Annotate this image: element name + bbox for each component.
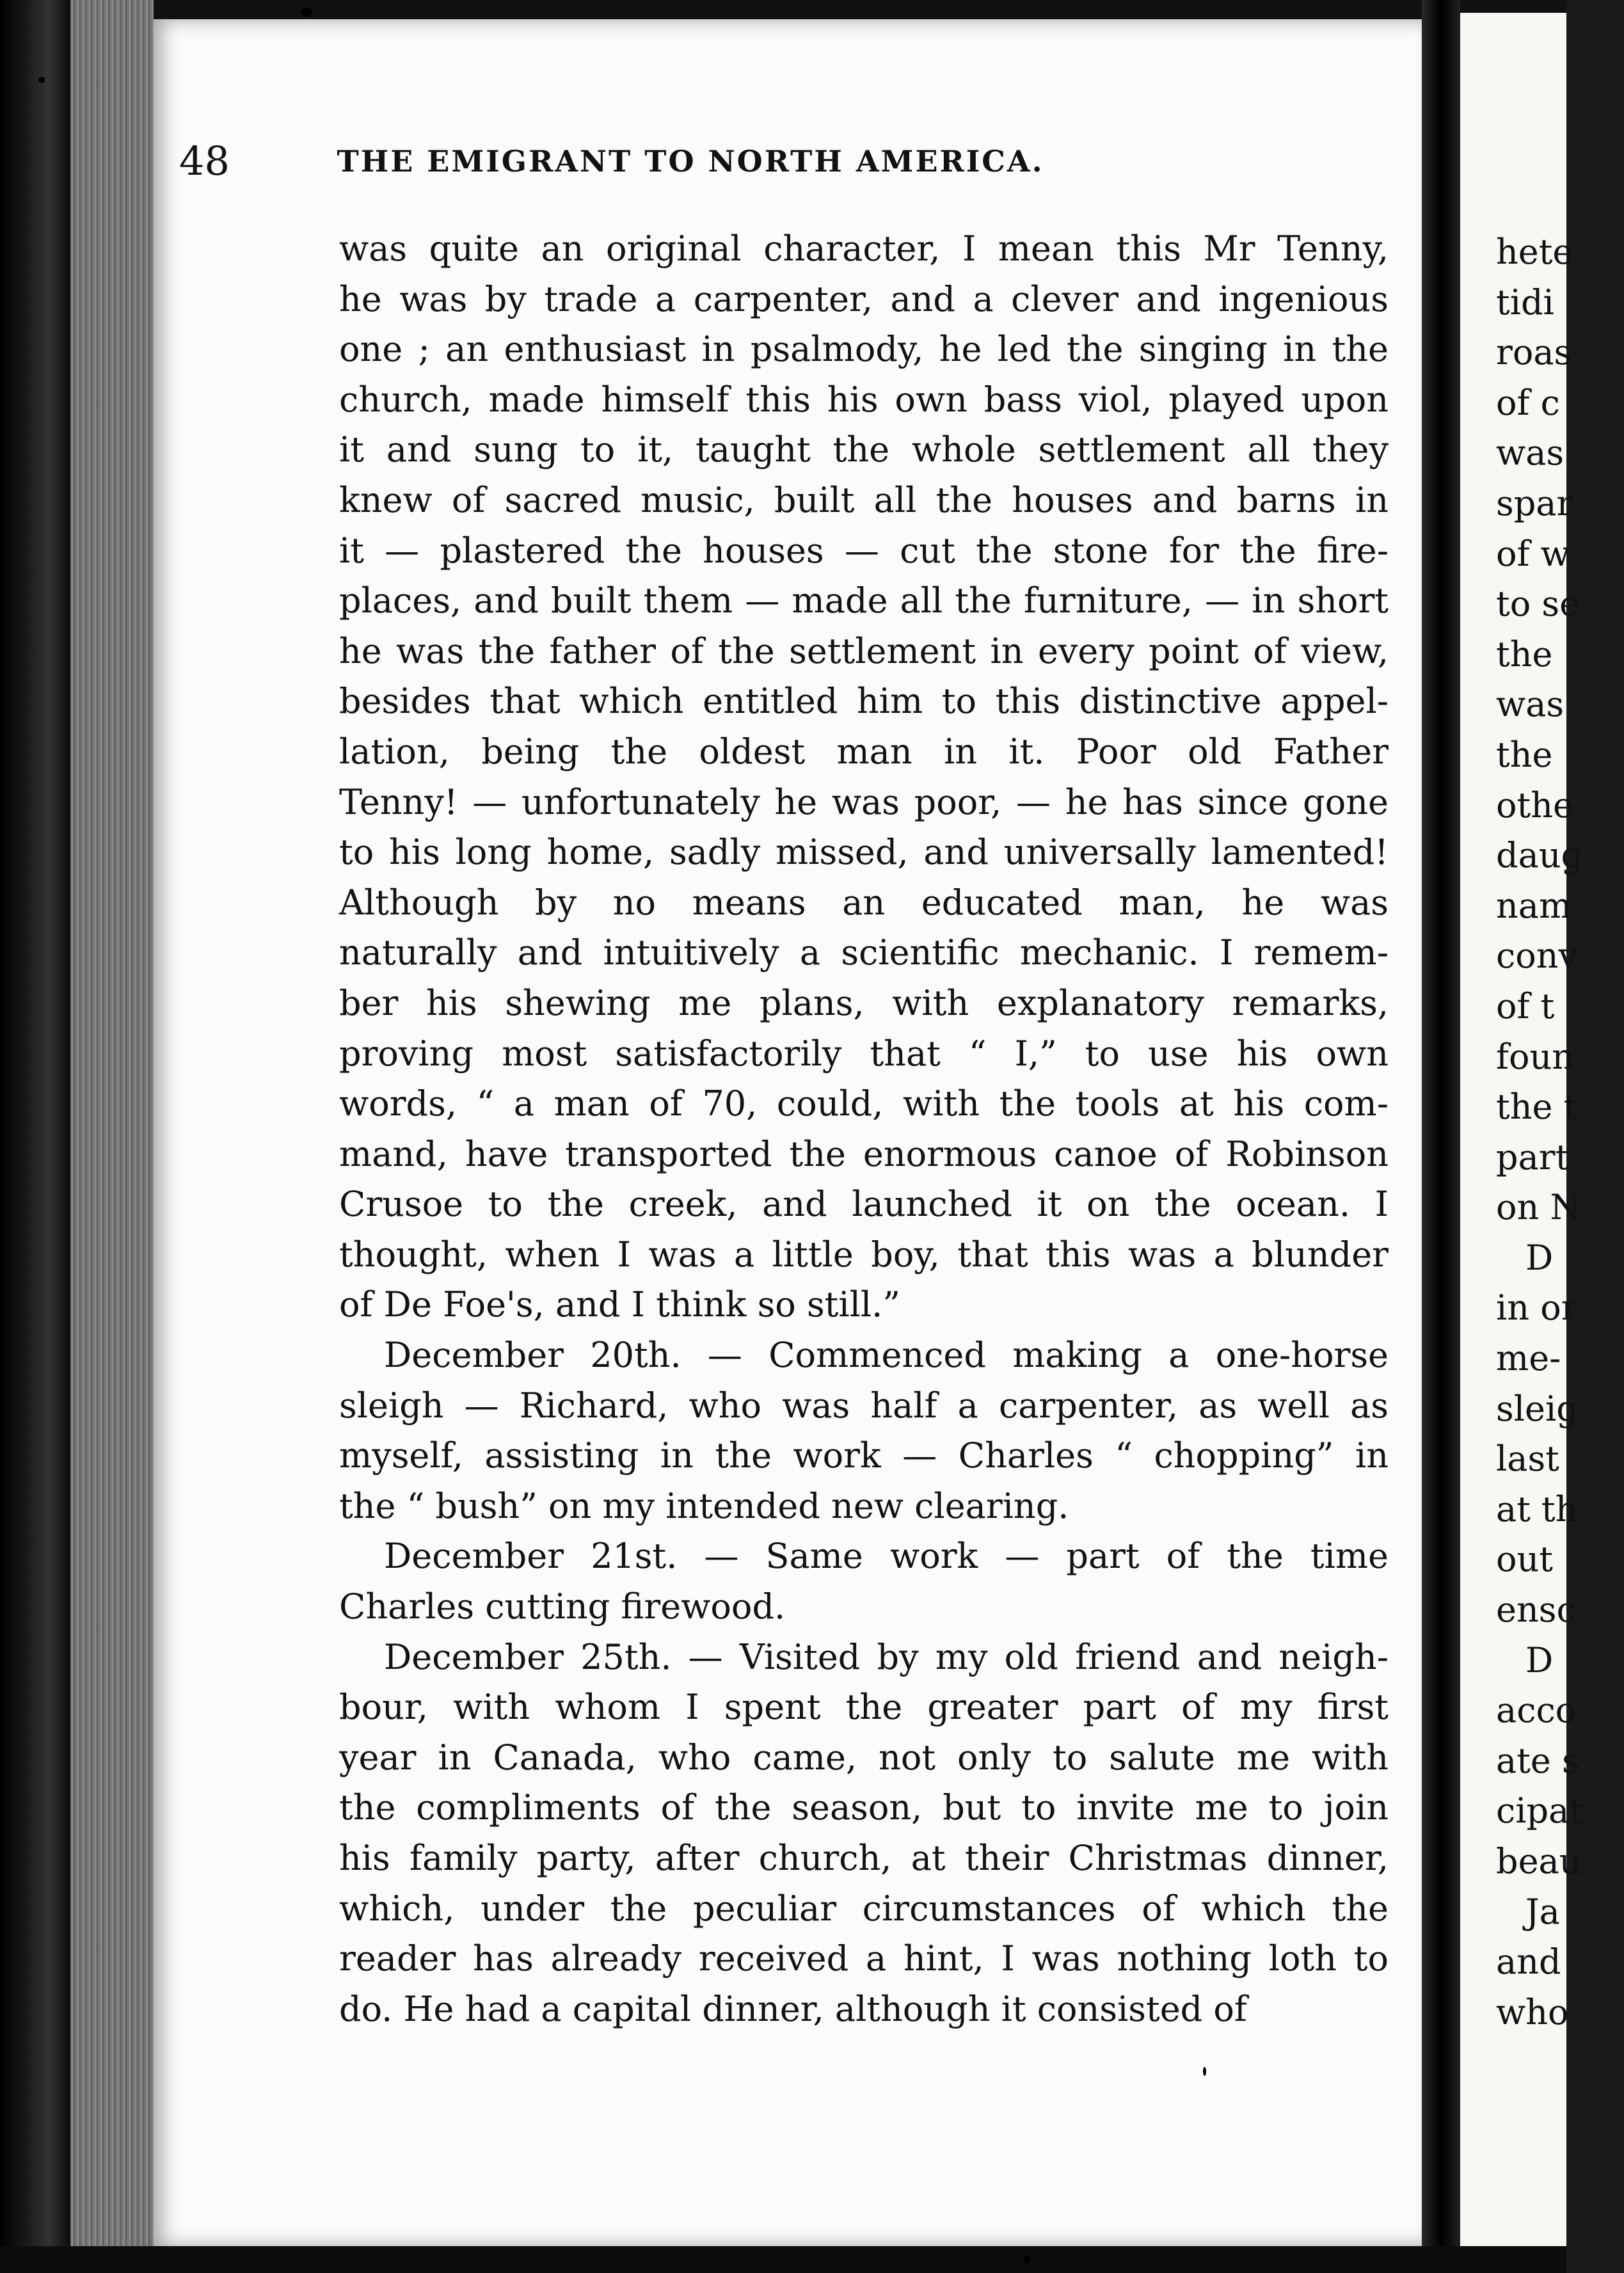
page-number: 48 (179, 138, 230, 184)
right-page-fragment: ensc (1496, 1590, 1576, 1631)
right-page-fragment: sleig (1496, 1388, 1579, 1429)
text-line: lation, being the oldest man in it. Poor old Father (339, 731, 1389, 772)
right-page-fragment: roas (1496, 332, 1572, 373)
text-line: he was by trade a carpenter, and a clever and ingenious (339, 278, 1389, 319)
text-line: Although by no means an educated man, he was (339, 882, 1389, 923)
right-page-fragment: acco (1496, 1690, 1577, 1731)
right-page-fragment: cipat (1496, 1790, 1583, 1831)
right-page-fragment: hete (1496, 232, 1573, 272)
text-line: Crusoe to the creek, and launched it on the ocean. I (339, 1184, 1389, 1225)
text-line: one ; an enthusiast in psalmody, he led the singing in the (339, 329, 1389, 370)
text-line: his family party, after church, at their Christmas dinner, (339, 1838, 1389, 1878)
right-page-fragment: Ja (1525, 1891, 1560, 1932)
text-line: reader has already received a hint, I was nothing loth to (339, 1938, 1389, 1979)
text-line: of De Foe's, and I think so still.” (339, 1284, 900, 1325)
right-page-fragment: of c (1496, 382, 1560, 423)
right-page-fragment: ate s (1496, 1740, 1580, 1781)
scan-speck (301, 8, 312, 17)
text-line: Tenny! — unfortunately he was poor, — he has since gone (339, 781, 1389, 822)
text-line: the “ bush” on my intended new clearing. (339, 1485, 1069, 1526)
right-page-fragment: beau (1496, 1841, 1582, 1881)
book-binding (0, 0, 70, 2273)
text-line: naturally and intuitively a scientific mechanic. I remem- (339, 932, 1389, 973)
book-gutter (1422, 0, 1460, 2273)
body-text (339, 224, 1389, 2034)
text-line: December 21st. — Same work — part of the time (384, 1536, 1389, 1577)
right-page-fragment: foun (1496, 1036, 1575, 1077)
right-page-fragment: tidi (1496, 282, 1554, 323)
right-page-edge (1460, 13, 1584, 2253)
text-line: Charles cutting firewood. (339, 1586, 786, 1627)
text-line: December 20th. — Commenced making a one-horse (384, 1335, 1389, 1376)
text-line: December 25th. — Visited by my old friend and neigh- (384, 1636, 1389, 1677)
right-page-fragment: me- (1496, 1338, 1561, 1379)
right-page-fragment: last (1496, 1439, 1559, 1479)
right-page-text (1496, 227, 1624, 2038)
text-line: which, under the peculiar circumstances of which the (339, 1888, 1389, 1929)
right-page-fragment: on N (1496, 1187, 1580, 1228)
text-line: places, and built them — made all the furniture, — in short (339, 580, 1389, 621)
right-page-fragment: and (1496, 1942, 1561, 1982)
right-page-fragment: the (1496, 634, 1553, 674)
text-line: besides that which entitled him to this distinctive appel- (339, 681, 1389, 722)
right-page-fragment: D (1525, 1237, 1554, 1278)
right-page-fragment: nam (1496, 885, 1572, 926)
text-line: he was the father of the settlement in every point of view, (339, 630, 1389, 671)
text-line: do. He had a capital dinner, although it consisted of (339, 1988, 1247, 2029)
text-line: mand, have transported the enormous canoe of Robinson (339, 1133, 1389, 1174)
text-line: year in Canada, who came, not only to salute me with (339, 1737, 1389, 1778)
scan-speck (38, 77, 45, 83)
scan-speck (1203, 2067, 1206, 2076)
text-line: bour, with whom I spent the greater part of my first (339, 1687, 1389, 1728)
right-page-fragment: the (1496, 734, 1553, 775)
right-page-fragment: in or (1496, 1288, 1578, 1328)
right-page-fragment: at th (1496, 1488, 1578, 1529)
page-edge-stack (70, 0, 154, 2273)
right-page-fragment: the t (1496, 1087, 1578, 1128)
text-line: church, made himself this his own bass viol, played upon (339, 379, 1389, 420)
text-line: was quite an original character, I mean this Mr Tenny, (339, 228, 1389, 269)
scan-speck (1024, 2256, 1030, 2263)
right-page-fragment: part (1496, 1136, 1570, 1177)
right-page-fragment: who (1496, 1991, 1569, 2032)
right-page-fragment: was (1496, 433, 1564, 474)
running-title: THE EMIGRANT TO NORTH AMERICA. (337, 143, 1044, 179)
text-line: proving most satisfactorily that “ I,” to use his own (339, 1033, 1389, 1074)
right-page-fragment: spar (1496, 483, 1573, 523)
text-line: words, “ a man of 70, could, with the tools at his com- (339, 1083, 1389, 1124)
text-line: it and sung to it, taught the whole settlement all they (339, 429, 1389, 470)
right-page-fragment: of w (1496, 533, 1570, 574)
text-line: myself, assisting in the work — Charles “ chopping” in (339, 1435, 1389, 1476)
right-page-fragment: was (1496, 684, 1564, 725)
right-page-fragment: out (1496, 1539, 1553, 1580)
right-page-fragment: of t (1496, 985, 1555, 1026)
right-page-fragment: othe (1496, 785, 1573, 825)
text-line: thought, when I was a little boy, that this was a blunder (339, 1234, 1389, 1275)
right-page-fragment: to se (1496, 584, 1580, 625)
right-page-fragment: conv (1496, 936, 1579, 977)
text-line: the compliments of the season, but to invite me to join (339, 1787, 1389, 1828)
text-line: ber his shewing me plans, with explanatory remarks, (339, 982, 1389, 1023)
right-page-fragment: daug (1496, 835, 1584, 876)
scan-bottom-edge (0, 2246, 1566, 2273)
text-line: it — plastered the houses — cut the stone for the fire- (339, 530, 1389, 571)
text-line: knew of sacred music, built all the houses and barns in (339, 479, 1389, 520)
text-line: sleigh — Richard, who was half a carpenter, as well as (339, 1385, 1389, 1426)
right-page-fragment: D (1525, 1639, 1554, 1680)
running-head (179, 138, 1267, 189)
text-line: to his long home, sadly missed, and universally lamented! (339, 832, 1389, 873)
